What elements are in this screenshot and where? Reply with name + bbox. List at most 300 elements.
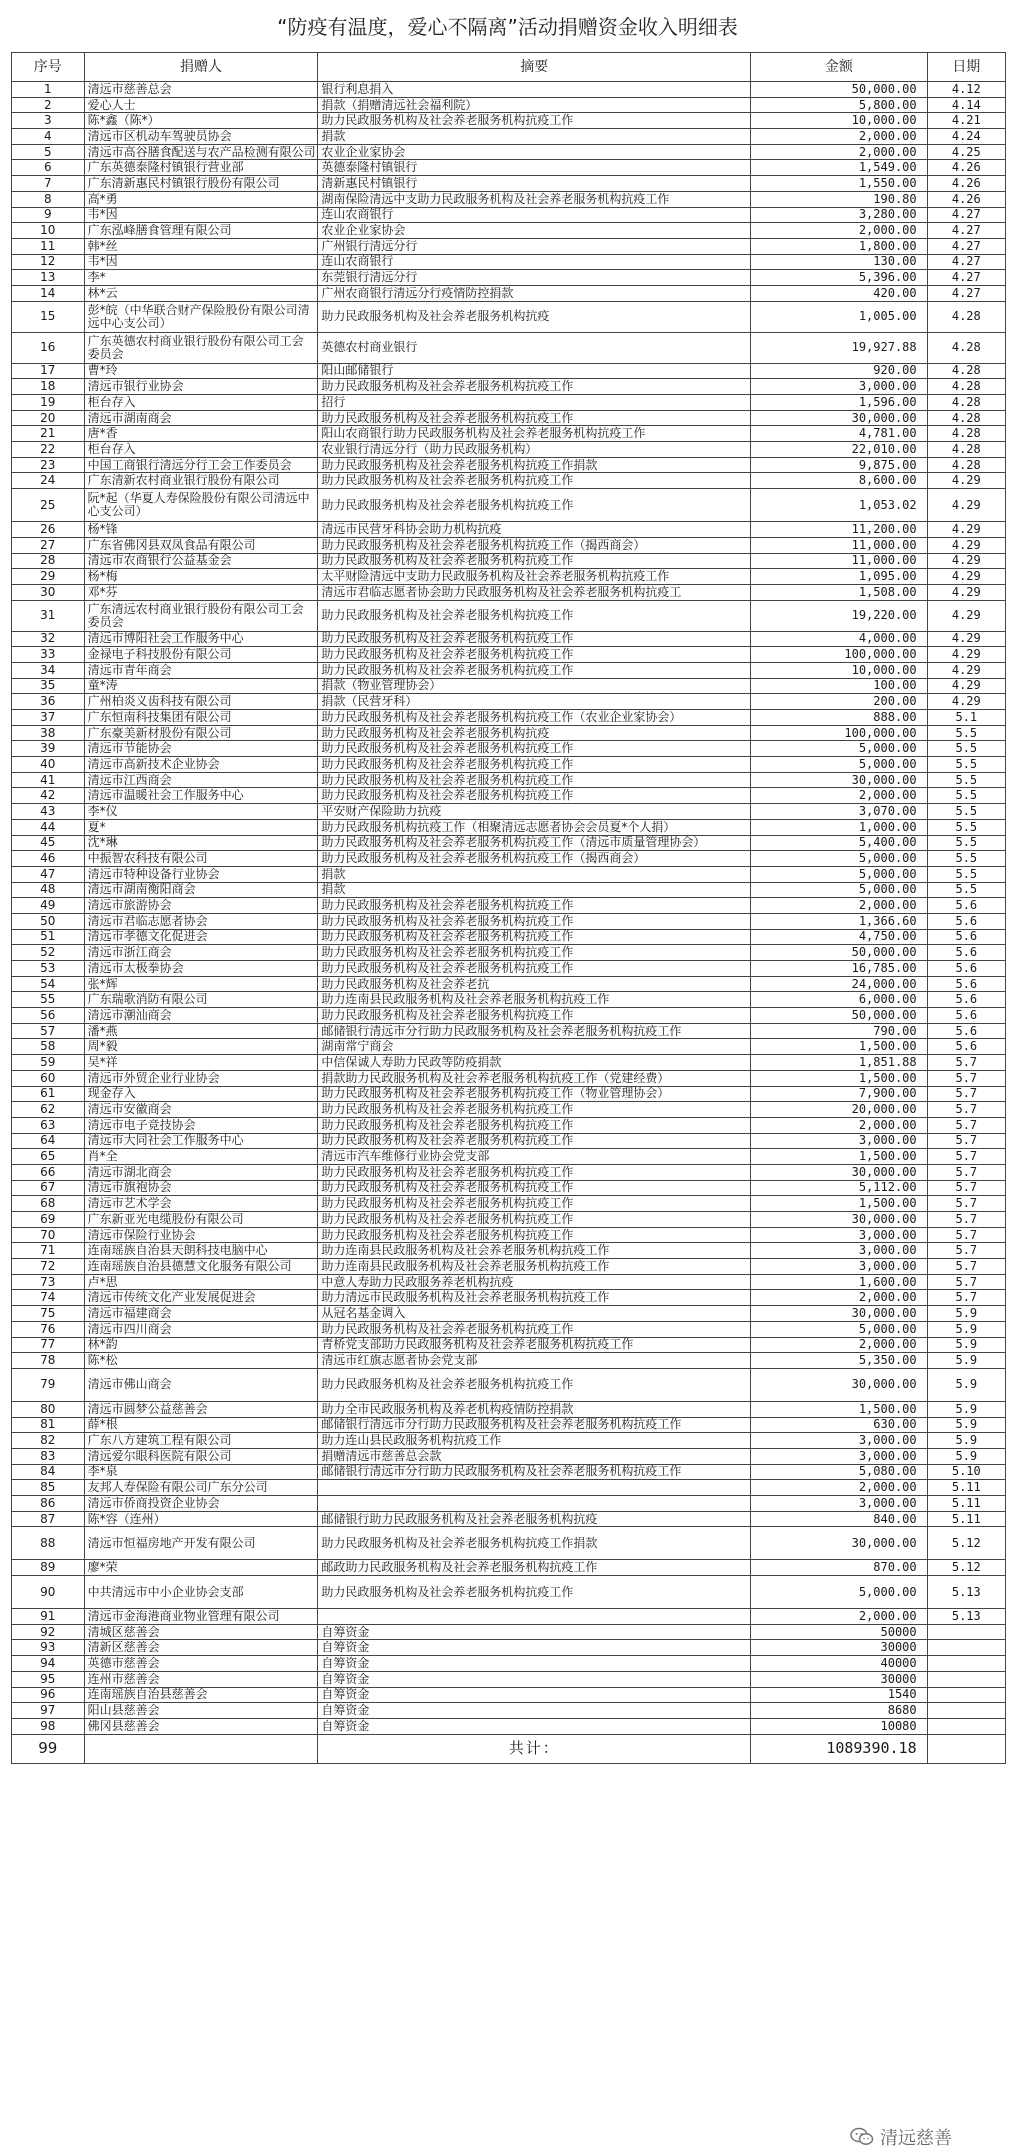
row-summary: 助力民政服务机构及社会养老服务机构抗疫工作 [318, 410, 751, 426]
row-date: 5.6 [927, 1039, 1005, 1055]
row-amount: 10,000.00 [751, 113, 928, 129]
table-row [12, 1180, 1006, 1196]
table-row [12, 1671, 1006, 1687]
table-row [12, 1576, 1006, 1609]
table-row [12, 1656, 1006, 1672]
table-row [12, 725, 1006, 741]
table-row [12, 254, 1006, 270]
row-index: 78 [12, 1353, 84, 1369]
row-index: 36 [12, 694, 84, 710]
row-index: 44 [12, 819, 84, 835]
row-donor: 清远市圆梦公益慈善会 [84, 1401, 318, 1417]
row-amount: 1540 [751, 1687, 928, 1703]
row-amount: 30,000.00 [751, 1306, 928, 1322]
row-index: 26 [12, 522, 84, 538]
row-date: 5.5 [927, 866, 1005, 882]
row-donor: 金禄电子科技股份有限公司 [84, 647, 318, 663]
row-date: 5.5 [927, 804, 1005, 820]
row-date: 4.28 [927, 379, 1005, 395]
row-donor: 高*勇 [84, 191, 318, 207]
row-index: 57 [12, 1023, 84, 1039]
table-row [12, 882, 1006, 898]
row-summary: 连山农商银行 [318, 207, 751, 223]
row-amount: 1,800.00 [751, 238, 928, 254]
row-index: 9 [12, 207, 84, 223]
row-donor: 清远市区机动车驾驶员协会 [84, 129, 318, 145]
row-index: 91 [12, 1609, 84, 1625]
row-index: 1 [12, 82, 84, 98]
table-row [12, 160, 1006, 176]
row-summary: 助力民政服务机构及社会养老服务机构抗疫工作 [318, 913, 751, 929]
row-donor: 清远市恒福房地产开发有限公司 [84, 1527, 318, 1560]
row-donor: 周*毅 [84, 1039, 318, 1055]
row-summary: 助力民政服务机构及社会养老服务机构抗疫工作 [318, 647, 751, 663]
row-amount: 5,800.00 [751, 97, 928, 113]
row-date: 4.29 [927, 631, 1005, 647]
row-index: 18 [12, 379, 84, 395]
row-index: 75 [12, 1306, 84, 1322]
row-summary: 助力民政服务机构及社会养老服务机构抗疫工作（清远市质量管理协会） [318, 835, 751, 851]
row-summary: 自筹资金 [318, 1640, 751, 1656]
row-donor: 曹*玲 [84, 363, 318, 379]
row-amount: 30,000.00 [751, 1527, 928, 1560]
row-date: 4.27 [927, 223, 1005, 239]
row-summary: 邮储银行清远市分行助力民政服务机构及社会养老服务机构抗疫工作 [318, 1417, 751, 1433]
row-donor: 杨*梅 [84, 569, 318, 585]
table-row [12, 1496, 1006, 1512]
row-donor: 清远市大同社会工作服务中心 [84, 1133, 318, 1149]
row-date: 5.7 [927, 1227, 1005, 1243]
table-row [12, 1164, 1006, 1180]
row-date: 4.27 [927, 270, 1005, 286]
row-amount: 30000 [751, 1640, 928, 1656]
table-row [12, 1401, 1006, 1417]
row-summary: 助力民政服务机构及社会养老服务机构抗疫工作 [318, 1117, 751, 1133]
row-summary: 捐款（物业管理协会） [318, 678, 751, 694]
table-row [12, 191, 1006, 207]
table-row [12, 1640, 1006, 1656]
row-index: 76 [12, 1321, 84, 1337]
table-row [12, 694, 1006, 710]
donation-table [12, 53, 1006, 1764]
row-index: 4 [12, 129, 84, 145]
table-row [12, 1008, 1006, 1024]
table-row [12, 1609, 1006, 1625]
row-date: 5.7 [927, 1070, 1005, 1086]
row-index: 22 [12, 442, 84, 458]
row-donor: 林*韵 [84, 1337, 318, 1353]
row-index: 77 [12, 1337, 84, 1353]
row-index: 82 [12, 1433, 84, 1449]
row-donor: 中共清远市中小企业协会支部 [84, 1576, 318, 1609]
row-index: 66 [12, 1164, 84, 1180]
row-date: 4.29 [927, 678, 1005, 694]
row-date: 5.7 [927, 1259, 1005, 1275]
row-amount: 1,005.00 [751, 301, 928, 332]
row-amount: 30,000.00 [751, 1212, 928, 1228]
row-index: 19 [12, 395, 84, 411]
row-amount: 11,200.00 [751, 522, 928, 538]
row-amount: 3,000.00 [751, 1227, 928, 1243]
row-summary: 清新惠民村镇银行 [318, 176, 751, 192]
row-donor: 清远市银行业协会 [84, 379, 318, 395]
row-amount: 2,000.00 [751, 223, 928, 239]
table-row [12, 929, 1006, 945]
row-amount: 5,000.00 [751, 866, 928, 882]
row-index: 84 [12, 1464, 84, 1480]
table-row [12, 804, 1006, 820]
table-row [12, 569, 1006, 585]
row-summary: 捐款 [318, 129, 751, 145]
row-date: 5.6 [927, 913, 1005, 929]
row-donor: 爱心人士 [84, 97, 318, 113]
row-donor: 清远市农商银行公益基金会 [84, 553, 318, 569]
row-index: 39 [12, 741, 84, 757]
row-date: 5.9 [927, 1337, 1005, 1353]
row-date: 5.6 [927, 1023, 1005, 1039]
row-amount: 1,596.00 [751, 395, 928, 411]
table-row [12, 1274, 1006, 1290]
row-summary: 助力民政服务机构及社会养老服务机构抗疫工作 [318, 662, 751, 678]
row-index: 33 [12, 647, 84, 663]
row-donor: 张*辉 [84, 976, 318, 992]
row-donor: 清远市青年商会 [84, 662, 318, 678]
table-row [12, 410, 1006, 426]
row-donor: 李*泉 [84, 1464, 318, 1480]
row-date: 5.13 [927, 1609, 1005, 1625]
watermark [850, 2125, 952, 2149]
row-summary: 平安财产保险助力抗疫 [318, 804, 751, 820]
row-date: 4.29 [927, 553, 1005, 569]
row-index: 81 [12, 1417, 84, 1433]
row-index: 17 [12, 363, 84, 379]
row-amount: 11,000.00 [751, 553, 928, 569]
table-row [12, 1527, 1006, 1560]
row-index: 93 [12, 1640, 84, 1656]
table-row [12, 1718, 1006, 1734]
row-index: 5 [12, 144, 84, 160]
row-index: 10 [12, 223, 84, 239]
row-summary [318, 1496, 751, 1512]
row-summary: 银行利息捐入 [318, 82, 751, 98]
row-index: 34 [12, 662, 84, 678]
table-row [12, 1243, 1006, 1259]
row-summary: 助力民政服务机构及社会养老服务机构抗疫工作捐款 [318, 1527, 751, 1560]
table-row [12, 741, 1006, 757]
row-amount: 2,000.00 [751, 144, 928, 160]
row-date: 4.26 [927, 160, 1005, 176]
watermark-text: 清远慈善 [880, 2128, 952, 2149]
row-amount: 2,000.00 [751, 1609, 928, 1625]
row-date: 5.6 [927, 929, 1005, 945]
row-summary: 助力连南县民政服务机构及社会养老服务机构抗疫工作 [318, 992, 751, 1008]
row-date: 5.7 [927, 1196, 1005, 1212]
row-date: 4.28 [927, 363, 1005, 379]
row-index: 94 [12, 1656, 84, 1672]
row-index: 53 [12, 961, 84, 977]
row-date: 5.6 [927, 976, 1005, 992]
total-date-empty [927, 1734, 1005, 1763]
row-summary: 助力民政服务机构及社会养老服务机构抗疫工作 [318, 553, 751, 569]
table-row [12, 301, 1006, 332]
row-summary: 助力清远市民政服务机构及社会养老服务机构抗疫工作 [318, 1290, 751, 1306]
row-amount: 5,000.00 [751, 741, 928, 757]
row-amount: 790.00 [751, 1023, 928, 1039]
row-amount: 1,095.00 [751, 569, 928, 585]
row-summary [318, 1480, 751, 1496]
row-amount: 1,508.00 [751, 584, 928, 600]
header-date: 日期 [927, 53, 1005, 82]
row-index: 56 [12, 1008, 84, 1024]
row-summary: 自筹资金 [318, 1656, 751, 1672]
row-index: 88 [12, 1527, 84, 1560]
row-date: 5.6 [927, 945, 1005, 961]
table-row [12, 945, 1006, 961]
row-summary: 广州农商银行清远分行疫情防控捐款 [318, 285, 751, 301]
row-date: 5.7 [927, 1086, 1005, 1102]
table-row [12, 851, 1006, 867]
row-index: 90 [12, 1576, 84, 1609]
row-amount: 3,000.00 [751, 1133, 928, 1149]
row-amount: 5,000.00 [751, 757, 928, 773]
row-index: 42 [12, 788, 84, 804]
row-summary: 助力民政服务机构及社会养老服务机构抗疫工作（揭西商会） [318, 537, 751, 553]
row-amount: 50,000.00 [751, 82, 928, 98]
row-date: 4.28 [927, 457, 1005, 473]
row-amount: 1,851.88 [751, 1055, 928, 1071]
table-row [12, 144, 1006, 160]
row-date: 4.29 [927, 537, 1005, 553]
row-date: 5.1 [927, 710, 1005, 726]
row-summary: 助力民政服务机构及社会养老服务机构抗疫工作（物业管理协会） [318, 1086, 751, 1102]
table-row [12, 992, 1006, 1008]
row-amount: 5,400.00 [751, 835, 928, 851]
row-donor: 陈*容（连州） [84, 1511, 318, 1527]
row-donor: 清远市太极拳协会 [84, 961, 318, 977]
row-date: 4.29 [927, 569, 1005, 585]
row-donor: 广东省佛冈县双凤食品有限公司 [84, 537, 318, 553]
table-row [12, 285, 1006, 301]
table-row [12, 976, 1006, 992]
table-row [12, 489, 1006, 522]
row-amount: 870.00 [751, 1560, 928, 1576]
table-row [12, 678, 1006, 694]
row-date: 5.7 [927, 1133, 1005, 1149]
table-row [12, 631, 1006, 647]
row-donor: 佛冈县慈善会 [84, 1718, 318, 1734]
table-row [12, 1560, 1006, 1576]
row-summary: 中信保诚人寿助力民政等防疫捐款 [318, 1055, 751, 1071]
row-donor: 中国工商银行清远分行工会工作委员会 [84, 457, 318, 473]
row-date: 5.7 [927, 1274, 1005, 1290]
row-summary: 邮储银行清远市分行助力民政服务机构及社会养老服务机构抗疫工作 [318, 1023, 751, 1039]
row-date: 4.27 [927, 207, 1005, 223]
table-row [12, 1133, 1006, 1149]
row-date: 5.9 [927, 1448, 1005, 1464]
row-date: 5.9 [927, 1353, 1005, 1369]
row-amount: 2,000.00 [751, 1480, 928, 1496]
row-date: 5.9 [927, 1306, 1005, 1322]
row-donor: 广东泓峰膳食管理有限公司 [84, 223, 318, 239]
row-summary: 助力民政服务机构及社会养老服务机构抗疫工作 [318, 1102, 751, 1118]
row-donor: 李*仪 [84, 804, 318, 820]
header-donor: 捐赠人 [84, 53, 318, 82]
row-amount: 10080 [751, 1718, 928, 1734]
row-donor: 清远市传统文化产业发展促进会 [84, 1290, 318, 1306]
row-amount: 3,000.00 [751, 379, 928, 395]
row-summary: 中意人寿助力民政服务养老机构抗疫 [318, 1274, 751, 1290]
row-index: 35 [12, 678, 84, 694]
row-index: 61 [12, 1086, 84, 1102]
row-amount: 3,000.00 [751, 1259, 928, 1275]
row-donor: 林*云 [84, 285, 318, 301]
table-row [12, 772, 1006, 788]
row-donor: 廖*荣 [84, 1560, 318, 1576]
row-index: 3 [12, 113, 84, 129]
row-summary: 阳山邮储银行 [318, 363, 751, 379]
row-date: 5.12 [927, 1527, 1005, 1560]
row-summary: 助力民政服务机构及社会养老服务机构抗疫工作 [318, 473, 751, 489]
row-date: 4.28 [927, 395, 1005, 411]
table-row [12, 270, 1006, 286]
row-donor: 童*涛 [84, 678, 318, 694]
row-amount: 3,070.00 [751, 804, 928, 820]
row-index: 92 [12, 1624, 84, 1640]
row-summary: 湖南保险清远中支助力民政服务机构及社会养老服务机构抗疫工作 [318, 191, 751, 207]
table-row [12, 207, 1006, 223]
row-date: 5.7 [927, 1290, 1005, 1306]
row-index: 54 [12, 976, 84, 992]
row-amount: 30,000.00 [751, 1164, 928, 1180]
row-index: 83 [12, 1448, 84, 1464]
row-index: 80 [12, 1401, 84, 1417]
row-amount: 22,010.00 [751, 442, 928, 458]
row-amount: 30,000.00 [751, 772, 928, 788]
header-index: 序号 [12, 53, 84, 82]
row-summary: 助力民政服务机构及社会养老抗 [318, 976, 751, 992]
row-summary: 广州银行清远分行 [318, 238, 751, 254]
row-donor: 广东清远农村商业银行股份有限公司工会委员会 [84, 600, 318, 631]
row-index: 95 [12, 1671, 84, 1687]
row-date: 4.12 [927, 82, 1005, 98]
row-date: 5.7 [927, 1055, 1005, 1071]
row-date: 4.24 [927, 129, 1005, 145]
row-summary: 清远市民营牙科协会助力机构抗疫 [318, 522, 751, 538]
table-row [12, 584, 1006, 600]
row-summary: 青桥党支部助力民政服务机构及社会养老服务机构抗疫工作 [318, 1337, 751, 1353]
row-date: 4.27 [927, 238, 1005, 254]
row-index: 71 [12, 1243, 84, 1259]
row-donor: 广东英德泰隆村镇银行营业部 [84, 160, 318, 176]
row-summary: 助力民政服务机构及社会养老服务机构抗疫工作 [318, 1008, 751, 1024]
row-summary: 助力民政服务机构及社会养老服务机构抗疫工作 [318, 1227, 751, 1243]
table-row [12, 1337, 1006, 1353]
row-date: 5.5 [927, 835, 1005, 851]
row-date [927, 1718, 1005, 1734]
row-donor: 清远市博阳社会工作服务中心 [84, 631, 318, 647]
row-amount: 190.80 [751, 191, 928, 207]
row-date: 5.7 [927, 1149, 1005, 1165]
row-index: 38 [12, 725, 84, 741]
table-row [12, 1353, 1006, 1369]
row-summary: 助力连南县民政服务机构及社会养老服务机构抗疫工作 [318, 1243, 751, 1259]
row-summary: 助力连山县民政服务机构抗疫工作 [318, 1433, 751, 1449]
row-summary: 助力民政服务机构及社会养老服务机构抗疫工作 [318, 1164, 751, 1180]
row-donor: 广东清新农村商业银行股份有限公司 [84, 473, 318, 489]
row-donor: 广州柏炎义齿科技有限公司 [84, 694, 318, 710]
row-amount: 2,000.00 [751, 788, 928, 804]
header-summary: 摘要 [318, 53, 751, 82]
row-index: 2 [12, 97, 84, 113]
row-index: 68 [12, 1196, 84, 1212]
row-donor: 清远市旅游协会 [84, 898, 318, 914]
row-summary: 助力民政服务机构及社会养老服务机构抗疫工作 [318, 961, 751, 977]
row-summary: 农业企业家协会 [318, 223, 751, 239]
row-amount: 4,750.00 [751, 929, 928, 945]
row-donor: 清远市慈善总会 [84, 82, 318, 98]
row-donor: 清远市孝德文化促进会 [84, 929, 318, 945]
row-amount: 1,600.00 [751, 1274, 928, 1290]
row-donor: 清远市江西商会 [84, 772, 318, 788]
row-summary: 招行 [318, 395, 751, 411]
row-amount: 100,000.00 [751, 725, 928, 741]
row-date: 4.29 [927, 600, 1005, 631]
row-index: 23 [12, 457, 84, 473]
row-amount: 3,280.00 [751, 207, 928, 223]
row-summary: 助力民政服务机构及社会养老服务机构抗疫工作 [318, 1133, 751, 1149]
table-row [12, 176, 1006, 192]
row-date: 5.9 [927, 1417, 1005, 1433]
table-row [12, 363, 1006, 379]
row-amount: 1,500.00 [751, 1070, 928, 1086]
row-index: 96 [12, 1687, 84, 1703]
table-row [12, 395, 1006, 411]
table-row [12, 1117, 1006, 1133]
table-row [12, 238, 1006, 254]
row-index: 70 [12, 1227, 84, 1243]
row-summary: 助力民政服务机构及社会养老服务机构抗疫 [318, 725, 751, 741]
row-summary: 自筹资金 [318, 1718, 751, 1734]
row-summary: 助力民政服务机构及社会养老服务机构抗疫工作 [318, 945, 751, 961]
row-amount: 630.00 [751, 1417, 928, 1433]
row-index: 6 [12, 160, 84, 176]
table-row [12, 129, 1006, 145]
table-row [12, 913, 1006, 929]
table-row [12, 426, 1006, 442]
total-label: 共计： [318, 1734, 751, 1763]
table-row [12, 553, 1006, 569]
row-date: 5.5 [927, 851, 1005, 867]
row-amount: 1,500.00 [751, 1196, 928, 1212]
row-summary: 英德泰隆村镇银行 [318, 160, 751, 176]
row-summary: 捐款（民营牙科） [318, 694, 751, 710]
row-donor: 清远市高谷膳食配送与农产品检测有限公司 [84, 144, 318, 160]
row-amount: 9,875.00 [751, 457, 928, 473]
row-summary: 助力民政服务机构及社会养老服务机构抗疫工作 [318, 757, 751, 773]
row-summary: 助力民政服务机构及社会养老服务机构抗疫工作 [318, 1180, 751, 1196]
row-summary: 邮储银行清远市分行助力民政服务机构及社会养老服务机构抗疫工作 [318, 1464, 751, 1480]
row-amount: 1,500.00 [751, 1039, 928, 1055]
row-date: 4.25 [927, 144, 1005, 160]
row-date: 5.7 [927, 1117, 1005, 1133]
document-title: “防疫有温度，爱心不隔离”活动捐赠资金收入明细表 [277, 15, 738, 39]
row-donor: 清远市四川商会 [84, 1321, 318, 1337]
row-donor: 韦*因 [84, 207, 318, 223]
row-index: 12 [12, 254, 84, 270]
row-amount: 200.00 [751, 694, 928, 710]
row-amount: 2,000.00 [751, 898, 928, 914]
row-date: 4.28 [927, 442, 1005, 458]
